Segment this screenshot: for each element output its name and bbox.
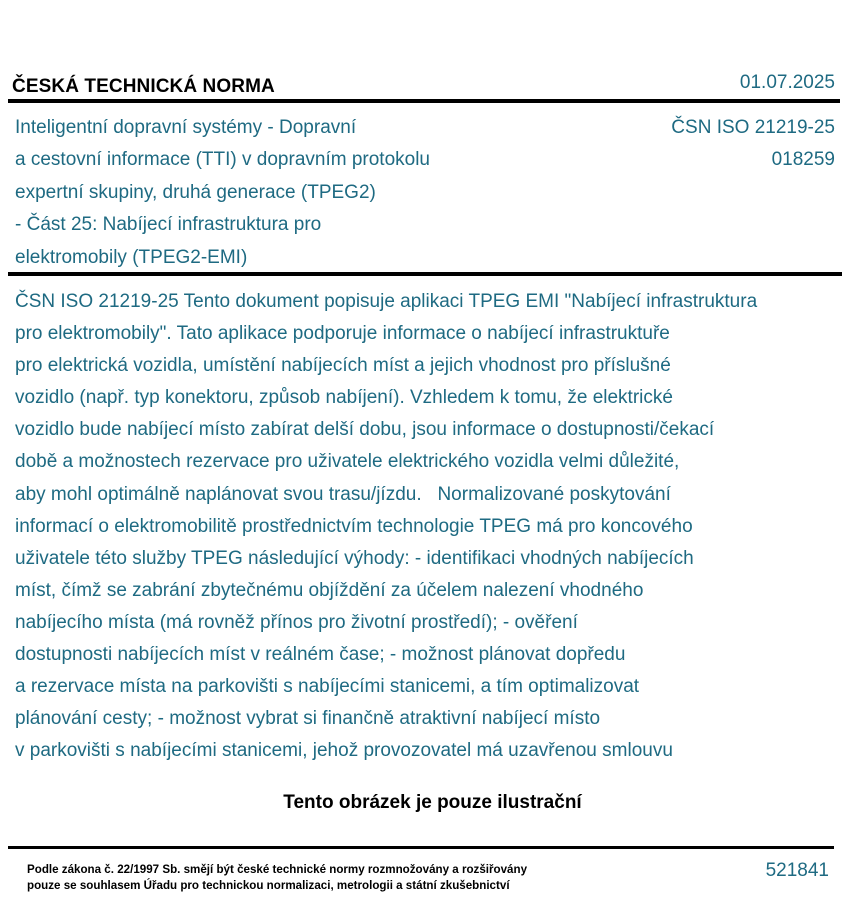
illustration-note: Tento obrázek je pouze ilustrační — [283, 792, 582, 813]
title-line: elektromobily (TPEG2-EMI) — [15, 246, 248, 268]
abstract-line: a rezervace místa na parkovišti s nabíjecími stanicemi, a tím optimalizovat — [15, 676, 640, 698]
abstract-line: nabíjecího místa (má rovněž přínos pro životní prostředí); - ověření — [15, 611, 578, 633]
abstract-line: míst, čímž se zabrání zbytečnému objíždění za účelem nalezení vhodného — [15, 579, 644, 601]
legal-line: Podle zákona č. 22/1997 Sb. smějí být české technické normy rozmnožovány a rozšiřovány — [27, 863, 528, 876]
header-divider — [8, 99, 840, 103]
standard-heading: ČESKÁ TECHNICKÁ NORMA — [12, 76, 275, 97]
abstract-line: pro elektrická vozidla, umístění nabíjecích míst a jejich vhodnost pro příslušné — [15, 355, 671, 377]
publication-date: 01.07.2025 — [739, 72, 835, 93]
document-id: 521841 — [765, 860, 829, 881]
abstract-line: informací o elektromobilitě prostřednictvím technologie TPEG má pro koncového — [15, 515, 693, 537]
catalog-number: 018259 — [771, 149, 835, 171]
abstract-line: uživatele této služby TPEG následující výhody: - identifikaci vhodných nabíjecích — [15, 547, 694, 569]
title-line: expertní skupiny, druhá generace (TPEG2) — [15, 181, 376, 203]
abstract-line: vozidlo (např. typ konektoru, způsob nabíjení). Vzhledem k tomu, že elektrické — [15, 387, 673, 409]
title-line: - Část 25: Nabíjecí infrastruktura pro — [15, 214, 322, 236]
document-title — [15, 112, 455, 274]
abstract-line: aby mohl optimálně naplánovat svou trasu/jízdu. Normalizované poskytování — [15, 483, 671, 505]
title-line: Inteligentní dopravní systémy - Dopravní — [15, 117, 357, 138]
footer-divider — [8, 846, 834, 849]
abstract-line: v parkovišti s nabíjecími stanicemi, jehož provozovatel má uzavřenou smlouvu — [15, 740, 673, 762]
abstract-line: době a možnostech rezervace pro uživatele elektrického vozidla velmi důležité, — [15, 451, 680, 473]
abstract-text — [15, 286, 865, 767]
abstract-line: plánování cesty; - možnost vybrat si finančně atraktivní nabíjecí místo — [15, 708, 601, 730]
title-divider — [8, 272, 842, 276]
norm-identifiers — [671, 112, 835, 177]
legal-notice — [27, 862, 527, 894]
title-line: a cestovní informace (TTI) v dopravním protokolu — [15, 149, 430, 171]
norm-number: ČSN ISO 21219-25 — [671, 117, 835, 138]
abstract-line: pro elektromobily". Tato aplikace podporuje informace o nabíjecí infrastruktuře — [15, 323, 670, 345]
abstract-line: dostupnosti nabíjecích míst v reálném čase; - možnost plánovat dopředu — [15, 644, 626, 666]
abstract-line: vozidlo bude nabíjecí místo zabírat delší dobu, jsou informace o dostupnosti/čekací — [15, 419, 715, 441]
abstract-line: ČSN ISO 21219-25 Tento dokument popisuje aplikaci TPEG EMI "Nabíjecí infrastruktura — [15, 291, 758, 312]
legal-line: pouze se souhlasem Úřadu pro technickou normalizaci, metrologii a státní zkušebnictví — [27, 879, 510, 892]
